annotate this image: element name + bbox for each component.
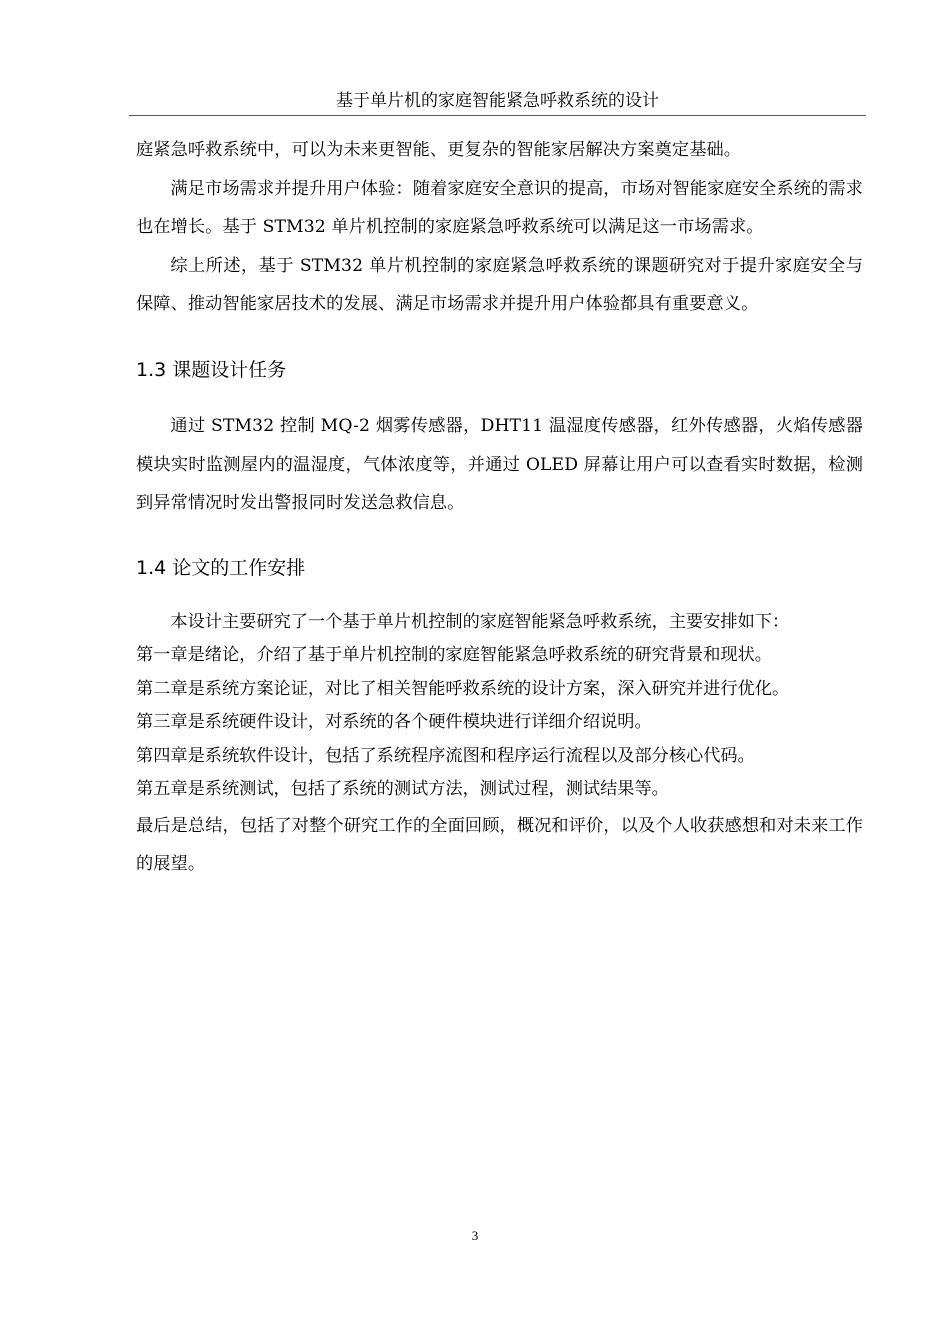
section-heading-1-4: 1.4 论文的工作安排 bbox=[136, 556, 306, 579]
paragraph-work-intro: 本设计主要研究了一个基于单片机控制的家庭智能紧急呼救系统，主要安排如下： bbox=[170, 611, 790, 632]
running-header bbox=[129, 90, 866, 116]
chapter-line-3: 第三章是系统硬件设计，对系统的各个硬件模块进行详细介绍说明。 bbox=[136, 712, 652, 733]
paragraph-continuation: 庭紧急呼救系统中，可以为未来更智能、更复杂的智能家居解决方案奠定基础。 bbox=[136, 140, 742, 160]
chapter-line-2: 第二章是系统方案论证，对比了相关智能呼救系统的设计方案，深入研究并进行优化。 bbox=[136, 678, 790, 699]
chapter-line-conclusion: 最后是总结，包括了对整个研究工作的全面回顾，概况和评价，以及个人收获感想和对未来工作的展望。 bbox=[136, 815, 863, 874]
chapter-line-4: 第四章是系统软件设计，包括了系统程序流图和程序运行流程以及部分核心代码。 bbox=[136, 745, 755, 766]
paragraph-design-task: 通过 STM32 控制 MQ-2 烟雾传感器，DHT11 温湿度传感器，红外传感器，火焰传感器模块实时监测屋内的温湿度，气体浓度等，并通过 OLED 屏幕让用户可以查看实时数据，检测到异常情况时发出警报同时发送急救信息。 bbox=[136, 415, 863, 514]
paragraph-summary: 综上所述，基于 STM32 单片机控制的家庭紧急呼救系统的课题研究对于提升家庭安全与保障、推动智能家居技术的发展、满足市场需求并提升用户体验都具有重要意义。 bbox=[136, 255, 863, 315]
page-body bbox=[136, 131, 863, 883]
page-number: 3 bbox=[471, 1228, 479, 1243]
running-header-title: 基于单片机的家庭智能紧急呼救系统的设计 bbox=[336, 91, 659, 111]
paragraph-market-demand: 满足市场需求并提升用户体验：随着家庭安全意识的提高，市场对智能家庭安全系统的需求也在增长。基于 STM32 单片机控制的家庭紧急呼救系统可以满足这一市场需求。 bbox=[136, 178, 863, 238]
section-heading-1-3: 1.3 课题设计任务 bbox=[136, 358, 287, 381]
chapter-line-1: 第一章是绪论，介绍了基于单片机控制的家庭智能紧急呼救系统的研究背景和现状。 bbox=[136, 645, 772, 666]
chapter-line-5: 第五章是系统测试，包括了系统的测试方法，测试过程，测试结果等。 bbox=[136, 779, 669, 800]
